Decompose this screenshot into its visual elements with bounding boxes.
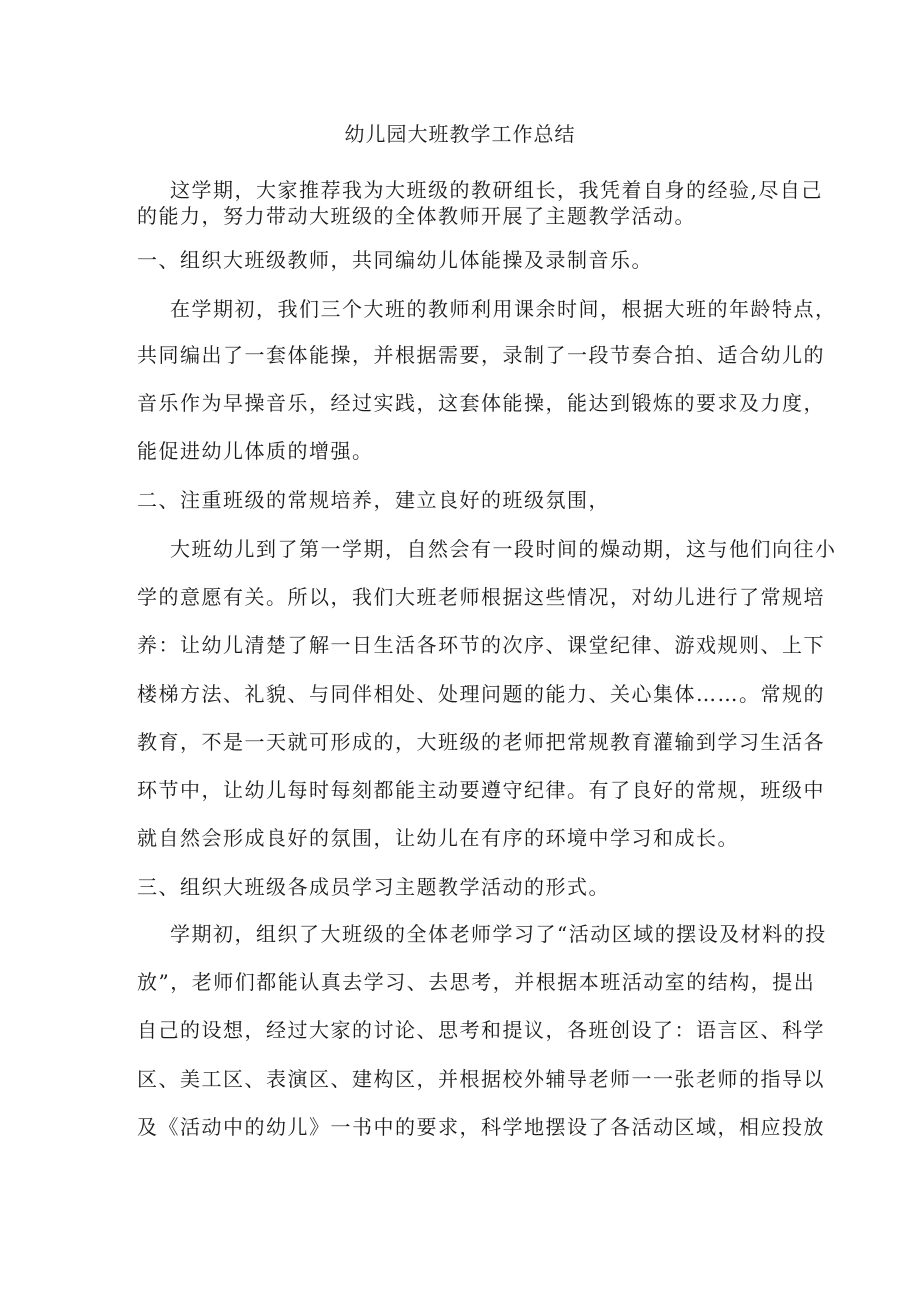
paragraph-line: 音乐作为早操音乐，经过实践，这套体能操，能达到锻炼的要求及力度， bbox=[137, 391, 825, 415]
section-heading: 二、注重班级的常规培养，建立良好的班级氛围， bbox=[137, 488, 610, 512]
paragraph-line: 养：让幼儿清楚了解一日生活各环节的次序、课堂纪律、游戏规则、上下 bbox=[137, 633, 825, 657]
paragraph-line: 区、美工区、表演区、建构区，并根据校外辅导老师一一张老师的指导以 bbox=[137, 1067, 825, 1091]
paragraph-line: 教育，不是一天就可形成的，大班级的老师把常规教育灌输到学习生活各 bbox=[137, 730, 825, 754]
paragraph-line: 就自然会形成良好的氛围，让幼儿在有序的环境中学习和成长。 bbox=[137, 826, 739, 850]
paragraph-line: 共同编出了一套体能操，并根据需要，录制了一段节奏合拍、适合幼儿的 bbox=[137, 343, 825, 367]
paragraph-line: 及《活动中的幼儿》一书中的要求，科学地摆设了各活动区域，相应投放 bbox=[137, 1115, 825, 1139]
section-heading: 一、组织大班级教师，共同编幼儿体能操及录制音乐。 bbox=[137, 248, 653, 272]
paragraph-line: 楼梯方法、礼貌、与同伴相处、处理问题的能力、关心集体……。常规的 bbox=[137, 682, 825, 706]
paragraph-line: 的能力，努力带动大班级的全体教师开展了主题教学活动。 bbox=[137, 204, 696, 228]
paragraph-line: 在学期初，我们三个大班的教师利用课余时间，根据大班的年龄特点， bbox=[170, 297, 837, 321]
paragraph-line: 学的意愿有关。所以，我们大班老师根据这些情况，对幼儿进行了常规培 bbox=[137, 585, 825, 609]
paragraph-line: 自己的设想，经过大家的讨论、思考和提议，各班创设了：语言区、科学 bbox=[137, 1018, 825, 1042]
paragraph-line: 学期初，组织了大班级的全体老师学习了“活动区域的摆设及材料的投 bbox=[170, 922, 827, 946]
document-title: 幼儿园大班教学工作总结 bbox=[344, 122, 576, 146]
paragraph-line: 放”，老师们都能认真去学习、去思考，并根据本班活动室的结构，提出 bbox=[137, 970, 816, 994]
section-heading: 三、组织大班级各成员学习主题教学活动的形式。 bbox=[137, 875, 610, 899]
paragraph-line: 这学期，大家推荐我为大班级的教研组长，我凭着自身的经验,尽自己 bbox=[170, 178, 823, 202]
paragraph-line: 能促进幼儿体质的增强。 bbox=[137, 439, 374, 463]
paragraph-line: 大班幼儿到了第一学期，自然会有一段时间的燥动期，这与他们向往小 bbox=[170, 537, 837, 561]
paragraph-line: 环节中，让幼儿每时每刻都能主动要遵守纪律。有了良好的常规，班级中 bbox=[137, 778, 825, 802]
